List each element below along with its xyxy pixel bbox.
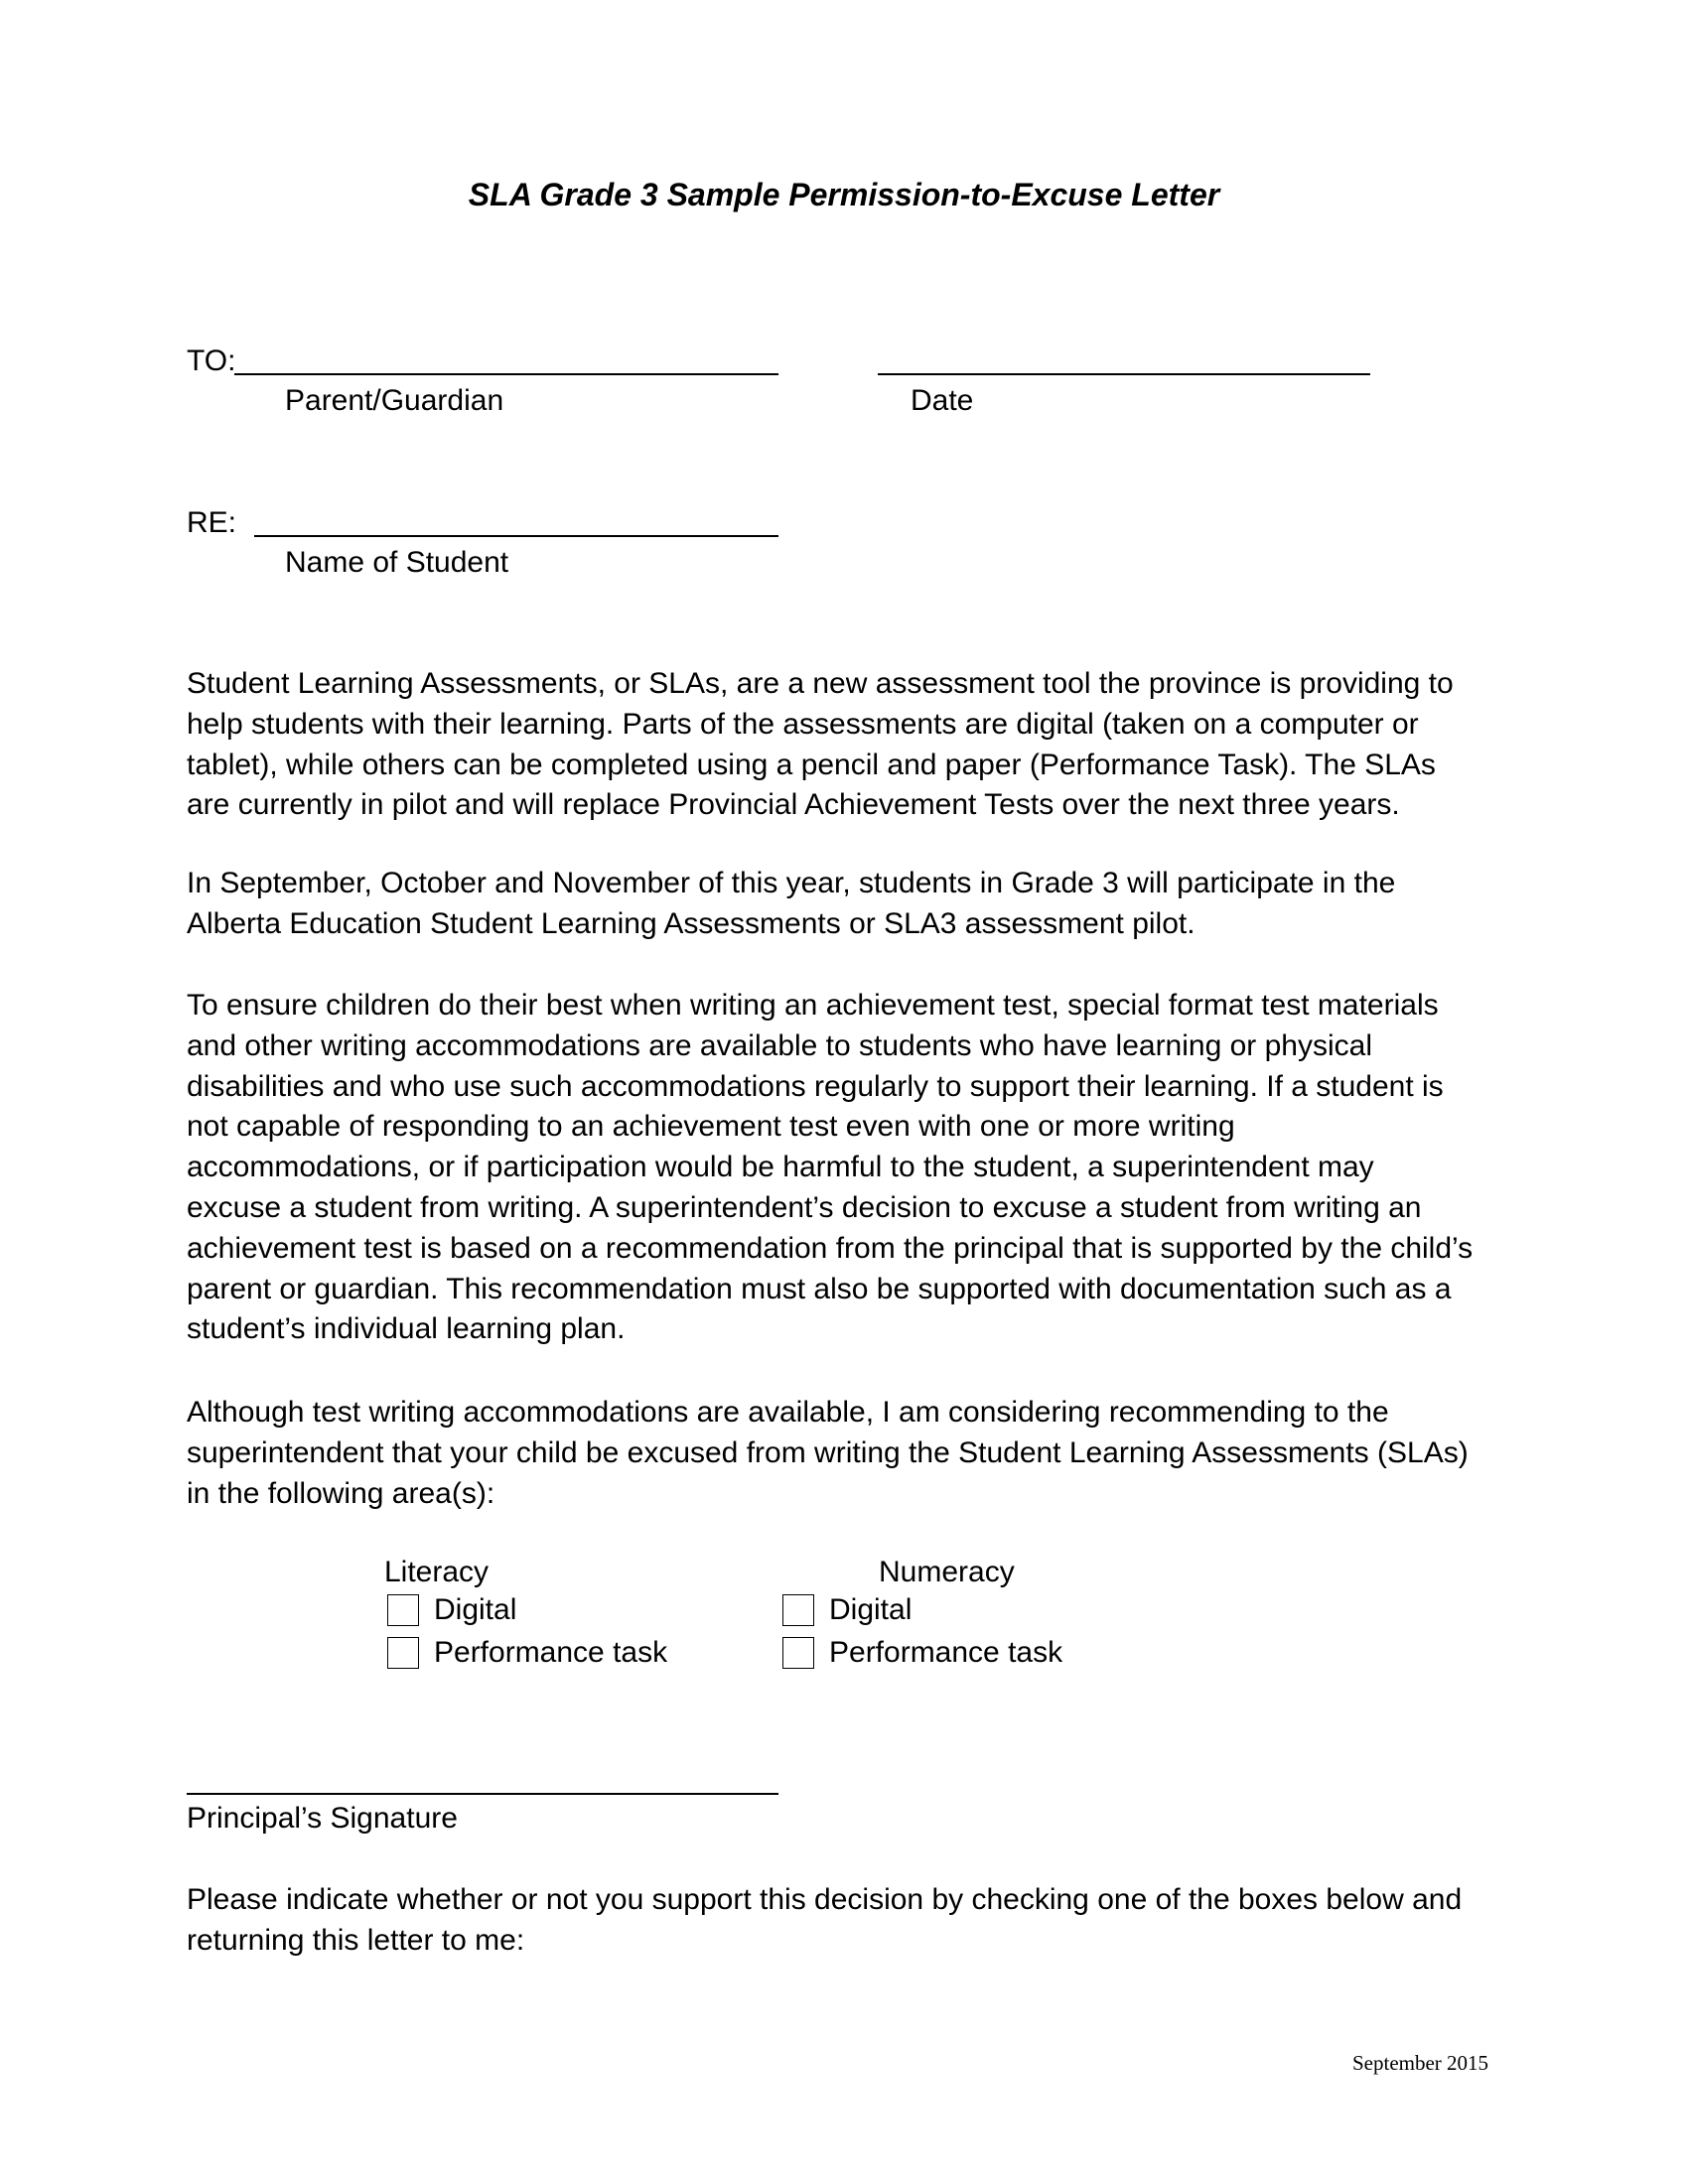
student-name-blank-line: [254, 535, 778, 537]
date-blank-line: [878, 373, 1370, 375]
paragraph-sla-intro: Student Learning Assessments, or SLAs, are a new assessment tool the province is providing to help students with their learning. Parts of the assessments are digital (taken on a computer or tablet), while others can be completed using a pencil and paper (Performance Task). The SLAs are currently in pilot and will replace Provincial Achievement Tests over the next three years.: [187, 667, 1454, 822]
parent-guardian-caption: Parent/Guardian: [285, 384, 504, 417]
literacy-digital-label: Digital: [434, 1593, 517, 1626]
re-label: RE:: [187, 506, 237, 539]
principal-signature-line: [187, 1793, 778, 1795]
paragraph-accommodations: To ensure children do their best when writing an achievement test, special format test materials and other writing accommodations are available to students who have learning or physical disabilities and who use such accommodations regularly to support their learning. If a student is not capable of responding to an achievement test even with one or more writing accommodations, or if participation would be harmful to the student, a superintendent may excuse a student from writing. A superintendent’s decision to excuse a student from writing an achievement test is based on a recommendation from the principal that is supported by the child’s parent or guardian. This recommendation must also be supported with documentation such as a student’s individual learning plan.: [187, 989, 1474, 1346]
to-label: TO:: [187, 344, 236, 377]
numeracy-heading: Numeracy: [879, 1556, 1015, 1588]
paragraph-recommendation: Although test writing accommodations are available, I am considering recommending to the superintendent that your child be excused from writing the Student Learning Assessments (SLAs) in the following area(s):: [187, 1396, 1469, 1510]
literacy-performance-task-checkbox[interactable]: [387, 1637, 419, 1669]
parent-guardian-blank-line: [234, 373, 778, 375]
date-caption: Date: [911, 384, 974, 417]
literacy-heading: Literacy: [384, 1556, 490, 1588]
numeracy-performance-task-checkbox[interactable]: [782, 1637, 814, 1669]
paragraph-pilot-dates: In September, October and November of this year, students in Grade 3 will participate in the Alberta Education Student Learning Assessments or SLA3 assessment pilot.: [187, 867, 1396, 940]
literacy-performance-task-label: Performance task: [434, 1636, 668, 1669]
principal-signature-caption: Principal’s Signature: [187, 1802, 458, 1835]
numeracy-digital-label: Digital: [829, 1593, 913, 1626]
paragraph-closing: Please indicate whether or not you support this decision by checking one of the boxes below and returning this letter to me:: [187, 1883, 1463, 1957]
student-name-caption: Name of Student: [285, 546, 509, 579]
numeracy-digital-checkbox[interactable]: [782, 1594, 814, 1626]
literacy-digital-checkbox[interactable]: [387, 1594, 419, 1626]
footer-date: September 2015: [1352, 2051, 1489, 2075]
numeracy-performance-task-label: Performance task: [829, 1636, 1063, 1669]
document-title: SLA Grade 3 Sample Permission-to-Excuse Letter: [468, 177, 1220, 212]
